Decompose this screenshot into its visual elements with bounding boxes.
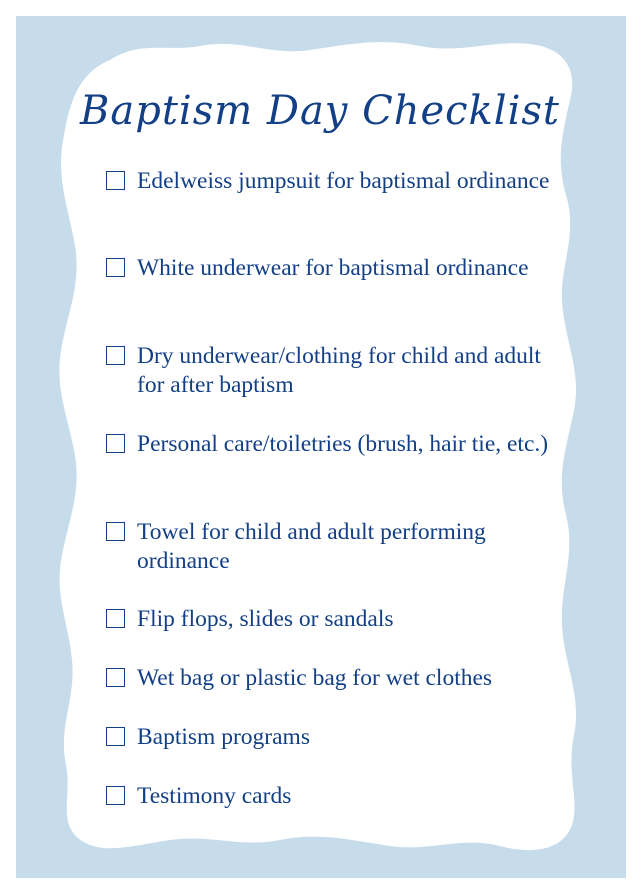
checklist-item[interactable]: [106, 254, 556, 283]
checkbox[interactable]: [106, 434, 125, 453]
checklist-item-label: Towel for child and adult performing ordinance: [137, 519, 486, 574]
checkbox[interactable]: [106, 171, 125, 190]
checklist-item-label: Flip flops, slides or sandals: [137, 606, 394, 632]
checklist-item[interactable]: [106, 167, 556, 196]
checklist-item[interactable]: [106, 430, 556, 459]
page-title: Baptism Day Checklist: [80, 88, 560, 134]
checklist-item[interactable]: [106, 605, 556, 634]
checklist-item-label: White underwear for baptismal ordinance: [137, 255, 529, 281]
checklist-item[interactable]: [106, 723, 556, 752]
checkbox[interactable]: [106, 522, 125, 541]
checklist-item-label: Personal care/toiletries (brush, hair tie, etc.): [137, 431, 549, 457]
checkbox[interactable]: [106, 346, 125, 365]
checklist-item-label: Dry underwear/clothing for child and adult for after baptism: [137, 343, 541, 398]
checkbox[interactable]: [106, 609, 125, 628]
checklist-item-label: Testimony cards: [137, 783, 292, 809]
checkbox[interactable]: [106, 727, 125, 746]
checklist-item-label: Wet bag or plastic bag for wet clothes: [137, 665, 493, 691]
checkbox[interactable]: [106, 668, 125, 687]
checklist-item-label: Baptism programs: [137, 724, 310, 750]
checklist-item[interactable]: [106, 342, 556, 400]
checklist-item[interactable]: [106, 518, 556, 576]
checklist-item-label: Edelweiss jumpsuit for baptismal ordinance: [137, 168, 550, 194]
checklist-item[interactable]: [106, 664, 556, 693]
checkbox[interactable]: [106, 786, 125, 805]
checkbox[interactable]: [106, 258, 125, 277]
checklist-item[interactable]: [106, 782, 556, 811]
